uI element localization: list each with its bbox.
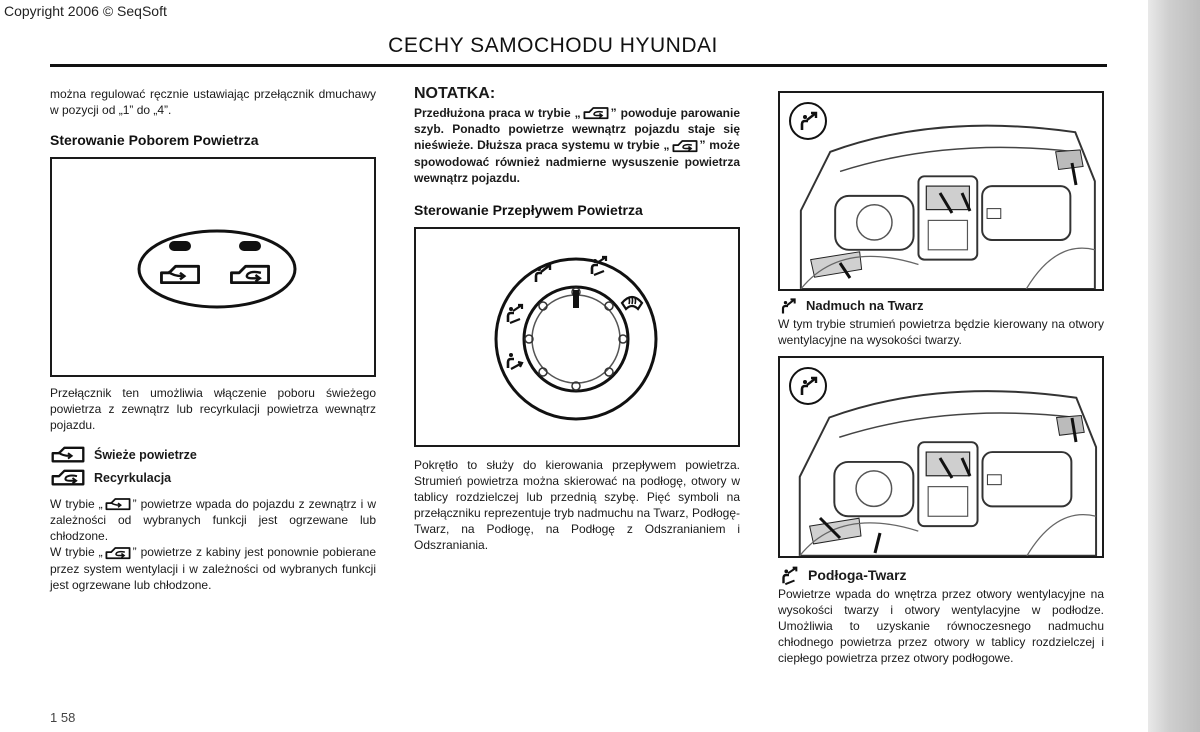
note-text xyxy=(414,105,740,186)
title-rule xyxy=(50,64,1107,67)
column-2 xyxy=(414,86,740,553)
face-mode-description: W tym trybie strumień powietrza będzie kierowany na otwory wentylacyjne na wysokości twarzy. xyxy=(778,317,1104,347)
face-mode-icon xyxy=(778,296,798,316)
dashboard-bilevel-illustration xyxy=(780,358,1102,556)
air-flow-knob-illustration xyxy=(414,227,740,447)
bilevel-mode-illustration xyxy=(778,356,1104,558)
dashboard-face-illustration xyxy=(780,93,1102,289)
fresh-mode-text-start: W trybie „ xyxy=(50,497,103,511)
air-intake-illustration xyxy=(50,157,376,377)
fresh-mode-text xyxy=(50,496,376,544)
bilevel-mode-label: Podłoga-Twarz xyxy=(808,567,907,583)
column-3 xyxy=(778,86,1104,666)
note-text-end: ” może spowodować również nadmierne wysuszenie powietrza wewnątrz pojazdu. xyxy=(414,138,740,185)
column-1 xyxy=(50,86,376,593)
face-mode-illustration xyxy=(778,91,1104,291)
legend-fresh-air xyxy=(50,445,376,465)
recirculation-inline-icon xyxy=(103,546,133,561)
air-flow-description: Pokrętło to służy do kierowania przepływem powietrza. Strumień powietrza można skierować na podłogę, otwory w tablicy rozdzielczej lub przednią szybę. Pięć symboli na przełączniku reprezentuje tryb nadmuchu na Twarz, Podłogę-Twarz, na Podłogę, na Podłogę z Odszranianiem i Odszraniania. xyxy=(414,457,740,552)
face-mode-label: Nadmuch na Twarz xyxy=(806,298,924,313)
note-text-middle: ” powoduje parowanie szyb. Ponadto powietrze wewnątrz pojazdu staje się nieświeże. Dłuższa praca systemu w trybie „ xyxy=(414,106,740,153)
legend-recirculation xyxy=(50,468,376,488)
mode-selector-knob xyxy=(416,229,738,445)
air-intake-description: Przełącznik ten umożliwia włączenie poboru świeżego powietrza z zewnątrz lub recyrkulacji powietrza wewnątrz pojazdu. xyxy=(50,386,376,432)
page-number: 1 58 xyxy=(50,710,76,725)
intro-text: można regulować ręcznie ustawiając przełącznik dmuchawy w pozycji od „1” do „4”. xyxy=(50,87,376,117)
fresh-air-inline-icon xyxy=(103,497,133,512)
bilevel-mode-icon xyxy=(778,564,800,586)
recirculation-inline-icon xyxy=(581,106,611,121)
section-title-air-flow: Sterowanie Przepływem Powietrza xyxy=(414,201,643,218)
recirc-mode-text-end: ” powietrze z kabiny jest ponownie pobierane przez system wentylacji i w zależności od wybranych funkcji jest ogrzewane lub chłodzone. xyxy=(50,545,376,592)
bilevel-mode-heading xyxy=(778,564,1104,586)
recirculation-inline-icon-2 xyxy=(670,139,700,154)
face-mode-heading xyxy=(778,296,1104,316)
legend-recirculation-label: Recyrkulacja xyxy=(94,471,172,485)
recirc-mode-text xyxy=(50,544,376,592)
section-title-air-intake: Sterowanie Poborem Powietrza xyxy=(50,132,259,148)
recirculation-icon xyxy=(50,468,86,488)
fresh-mode-text-end: ” powietrze wpada do pojazdu z zewnątrz i w zależności od wybranych funkcji jest ogrzewane lub chłodzone. xyxy=(50,497,376,544)
page-binding-shadow xyxy=(1148,0,1200,732)
page-title: CECHY SAMOCHODU HYUNDAI xyxy=(388,34,718,57)
air-intake-switch-icon xyxy=(52,159,374,375)
legend-fresh-air-label: Świeże powietrze xyxy=(94,448,197,462)
copyright: Copyright 2006 © SeqSoft xyxy=(4,3,167,19)
note-text-start: Przedłużona praca w trybie „ xyxy=(414,106,581,120)
recirc-mode-text-start: W trybie „ xyxy=(50,545,103,560)
fresh-air-icon xyxy=(50,445,86,465)
bilevel-mode-description: Powietrze wpada do wnętrza przez otwory wentylacyjne na wysokości twarzy i otwory wentylacyjne w podłodze. Umożliwia to uzyskanie równoczesnego nadmuchu chłodnego powietrza przez otwory w tablicy rozdzielczej i ciepłego powietrza przez otwory podłogowe. xyxy=(778,587,1104,665)
note-title: NOTATKA: xyxy=(414,85,496,102)
